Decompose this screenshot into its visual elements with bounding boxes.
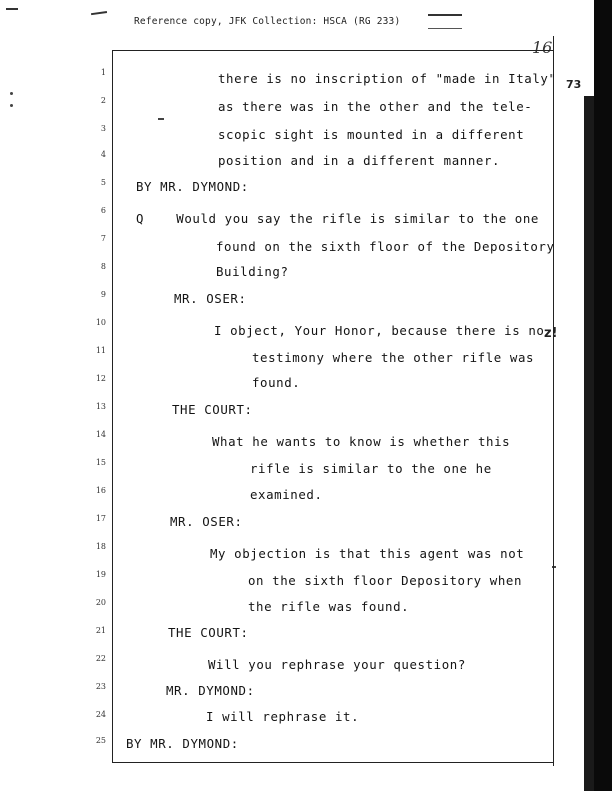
line-number: 15 bbox=[95, 458, 106, 467]
scan-dark-edge bbox=[584, 96, 594, 791]
line-number: 24 bbox=[95, 710, 106, 719]
transcript-line: scopic sight is mounted in a different bbox=[218, 127, 525, 142]
transcript-line: What he wants to know is whether this bbox=[212, 434, 511, 449]
page-frame-left bbox=[112, 50, 113, 762]
line-number: 25 bbox=[95, 736, 106, 745]
transcript-line: Will you rephrase your question? bbox=[208, 657, 466, 672]
line-number: 20 bbox=[95, 598, 106, 607]
page-frame-right bbox=[553, 36, 554, 766]
line-number: 19 bbox=[95, 570, 106, 579]
line-number: 12 bbox=[95, 374, 106, 383]
margin-mark-mid: z! bbox=[544, 326, 558, 341]
transcript-line: found on the sixth floor of the Depository bbox=[216, 239, 555, 254]
transcript-line: MR. OSER: bbox=[174, 291, 247, 306]
transcript-line: the rifle was found. bbox=[248, 599, 410, 614]
line-number: 6 bbox=[100, 206, 106, 215]
document-header: Reference copy, JFK Collection: HSCA (RG 233) bbox=[134, 16, 401, 27]
margin-mark-top: 73 bbox=[566, 78, 582, 91]
page-frame-bottom bbox=[112, 762, 554, 763]
transcript-line: Building? bbox=[216, 264, 289, 279]
scan-dot bbox=[10, 92, 13, 95]
transcript-line: there is no inscription of "made in Italy" bbox=[218, 71, 557, 86]
handwritten-page-number: 16 bbox=[532, 38, 553, 57]
transcript-line: on the sixth floor Depository when bbox=[248, 573, 523, 588]
scan-dot bbox=[10, 104, 13, 107]
transcript-line: THE COURT: bbox=[168, 625, 249, 640]
transcript-line: MR. DYMOND: bbox=[166, 683, 255, 698]
line-number: 9 bbox=[100, 290, 106, 299]
transcript-line: MR. OSER: bbox=[170, 514, 243, 529]
line-number: 14 bbox=[95, 430, 106, 439]
header-stamp bbox=[428, 14, 462, 29]
line-number: 18 bbox=[95, 542, 106, 551]
transcript-line: found. bbox=[252, 375, 301, 390]
transcript-line: I will rephrase it. bbox=[206, 709, 360, 724]
scan-dash bbox=[158, 118, 164, 120]
transcript-line: I object, Your Honor, because there is no bbox=[214, 323, 545, 338]
transcript-line: rifle is similar to the one he bbox=[250, 461, 492, 476]
transcript-line: position and in a different manner. bbox=[218, 153, 501, 168]
scan-artifact-mark bbox=[6, 8, 18, 10]
line-number: 21 bbox=[95, 626, 106, 635]
line-number: 11 bbox=[95, 346, 106, 355]
line-number: 8 bbox=[100, 262, 106, 271]
transcript-line: THE COURT: bbox=[172, 402, 253, 417]
line-number: 22 bbox=[95, 654, 106, 663]
line-number: 16 bbox=[95, 486, 106, 495]
transcript-line: testimony where the other rifle was bbox=[252, 350, 535, 365]
line-number: 1 bbox=[100, 68, 106, 77]
line-number: 17 bbox=[95, 514, 106, 523]
line-number: 7 bbox=[100, 234, 106, 243]
line-number: 23 bbox=[95, 682, 106, 691]
transcript-line: My objection is that this agent was not bbox=[210, 546, 525, 561]
line-number: 5 bbox=[100, 178, 106, 187]
line-number: 13 bbox=[95, 402, 106, 411]
page-frame-top bbox=[112, 50, 554, 51]
line-number: 2 bbox=[100, 96, 106, 105]
transcript-line: as there was in the other and the tele- bbox=[218, 99, 533, 114]
transcript-line: BY MR. DYMOND: bbox=[126, 736, 239, 751]
header-scribble bbox=[91, 11, 109, 29]
scan-black-border bbox=[594, 0, 612, 791]
line-number: 3 bbox=[100, 124, 106, 133]
line-number: 4 bbox=[100, 150, 106, 159]
transcript-line: examined. bbox=[250, 487, 323, 502]
transcript-line: Q Would you say the rifle is similar to the one bbox=[136, 211, 539, 226]
line-number: 10 bbox=[95, 318, 106, 327]
transcript-line: BY MR. DYMOND: bbox=[136, 179, 249, 194]
